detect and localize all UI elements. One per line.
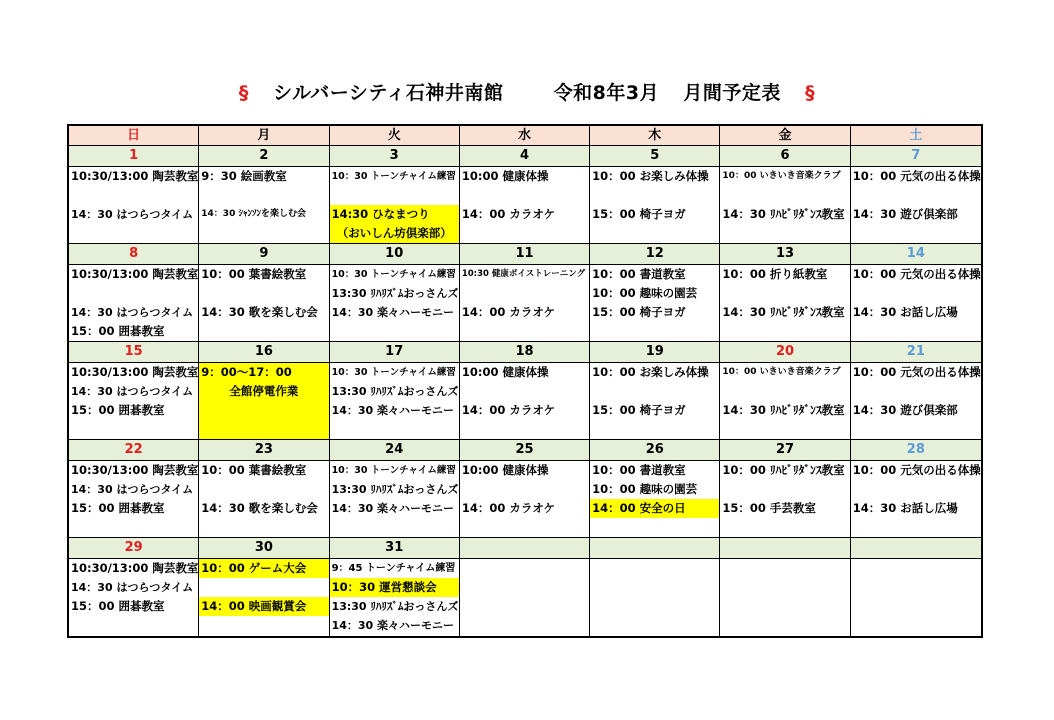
day-number: 21 [851, 342, 981, 363]
day-number: 19 [590, 342, 719, 363]
day-cell [199, 440, 329, 538]
day-number: 15 [69, 342, 198, 363]
event-entry: 14：30 ｼｬﾝｿﾝを楽しむ会 [201, 209, 306, 219]
event-list [851, 363, 981, 439]
event-entry: 15：00 椅子ヨガ [592, 403, 686, 417]
day-number: 7 [851, 146, 981, 167]
day-cell [199, 244, 329, 342]
event-entry: 14：30 ﾘﾊﾋﾞﾘﾀﾞﾝｽ教室 [722, 305, 845, 319]
event-entry: 10：00 いきいき音楽クラブ [722, 367, 841, 377]
day-number: 14 [851, 244, 981, 265]
event-entry: 15：00 囲碁教室 [71, 599, 165, 613]
day-cell [69, 342, 199, 440]
day-number: 2 [199, 146, 328, 167]
event-entry: 15：00 囲碁教室 [71, 403, 165, 417]
event-entry: 14：30 はつらつタイム [71, 483, 194, 496]
event-entry: 14：30 遊び倶楽部 [852, 207, 958, 221]
day-number: 31 [330, 538, 459, 559]
event-entry: 14:30 ひなまつり [330, 205, 459, 224]
day-number: 23 [199, 440, 328, 461]
event-list [69, 167, 198, 243]
event-list [590, 265, 719, 341]
event-entry [851, 284, 981, 303]
event-entry [590, 186, 719, 205]
day-number: 10 [330, 244, 459, 265]
event-entry: 14：30 楽々ハーモニー [331, 306, 455, 319]
event-list [590, 167, 719, 243]
event-entry [851, 480, 981, 499]
event-entry: 14：30 歌を楽しむ会 [201, 305, 318, 319]
event-entry [460, 284, 589, 303]
day-number: 4 [460, 146, 589, 167]
weekday-header: 日 [69, 126, 199, 146]
day-number: 1 [69, 146, 198, 167]
event-entry: 10:00 健康体操 [461, 365, 549, 379]
event-entry: 14：30 はつらつタイム [71, 208, 194, 221]
day-cell [720, 440, 850, 538]
day-cell [590, 440, 720, 538]
weekday-header: 木 [590, 126, 720, 146]
event-list [460, 265, 589, 341]
event-list [720, 559, 849, 636]
event-entry: 13:30 ﾘﾊﾘｽﾞﾑおっさんズ [331, 483, 459, 496]
day-number: 29 [69, 538, 198, 559]
event-list [460, 363, 589, 439]
event-entry: 10:30/13:00 陶芸教室 [71, 463, 199, 477]
event-list [720, 167, 849, 243]
weekday-header: 火 [330, 126, 460, 146]
event-entry [69, 186, 198, 205]
event-entry: 10:30/13:00 陶芸教室 [71, 169, 199, 183]
event-entry: 10:30/13:00 陶芸教室 [71, 365, 199, 379]
event-list [460, 559, 589, 636]
day-number: 17 [330, 342, 459, 363]
event-entry: 14：30 ﾘﾊﾋﾞﾘﾀﾞﾝｽ教室 [722, 207, 845, 221]
day-number [851, 538, 981, 559]
weekday-header: 土 [851, 126, 981, 146]
day-cell [460, 342, 590, 440]
day-cell [330, 440, 460, 538]
event-entry: 14：00 カラオケ [461, 403, 556, 417]
page-title [0, 78, 1054, 105]
day-cell [69, 244, 199, 342]
event-list [330, 559, 459, 636]
event-entry: 15：00 椅子ヨガ [592, 207, 686, 221]
day-cell [590, 146, 720, 244]
event-entry: 14：00 カラオケ [461, 207, 556, 221]
event-list [330, 167, 459, 243]
day-cell [199, 538, 329, 636]
event-entry: （おいしん坊倶楽部） [330, 224, 459, 243]
day-cell [720, 244, 850, 342]
day-cell [330, 244, 460, 342]
day-number: 8 [69, 244, 198, 265]
event-entry: 10：00 お楽しみ体操 [592, 169, 709, 183]
event-entry: 14：30 楽々ハーモニー [331, 619, 455, 632]
event-entry: 10:30/13:00 陶芸教室 [71, 267, 199, 281]
event-list [69, 559, 198, 636]
event-entry [720, 284, 849, 303]
event-entry [851, 382, 981, 401]
event-entry: 10：00 元気の出る体操 [852, 169, 981, 183]
event-list [69, 461, 198, 537]
day-number: 28 [851, 440, 981, 461]
day-cell [851, 440, 981, 538]
event-entry: 13:30 ﾘﾊﾘｽﾞﾑおっさんズ [331, 287, 459, 300]
day-cell [460, 146, 590, 244]
event-list [199, 461, 328, 537]
event-entry: 10:30 健康ボイストレーニング [461, 269, 586, 279]
event-entry: 9：00～17：00 [199, 363, 328, 382]
event-list [199, 559, 328, 636]
event-entry: 10：30 トーンチャイム練習 [331, 171, 456, 182]
event-entry: 14：30 お話し広場 [852, 305, 958, 319]
day-cell [851, 342, 981, 440]
schedule-label: 月間予定表 [683, 82, 781, 104]
day-number: 27 [720, 440, 849, 461]
event-entry: 15：00 囲碁教室 [71, 324, 165, 338]
event-entry [330, 186, 459, 205]
event-entry: 10：30 運営懇談会 [330, 578, 459, 597]
event-entry [199, 186, 328, 205]
highlight-fill [199, 401, 328, 439]
event-entry: 10：00 葉書絵教室 [201, 267, 307, 281]
event-entry: 14：30 楽々ハーモニー [331, 404, 455, 417]
event-entry: 14：30 はつらつタイム [71, 385, 194, 398]
event-entry: 10：00 折り紙教室 [722, 267, 828, 281]
event-entry: 10：00 書道教室 [592, 267, 686, 281]
event-entry: 10：00 いきいき音楽クラブ [722, 171, 841, 181]
event-entry: 13:30 ﾘﾊﾘｽﾞﾑおっさんズ [331, 600, 459, 613]
day-cell [851, 146, 981, 244]
day-cell [590, 538, 720, 636]
event-list [460, 461, 589, 537]
day-number: 5 [590, 146, 719, 167]
day-cell [69, 538, 199, 636]
event-entry [460, 186, 589, 205]
event-entry: 全館停電作業 [199, 382, 328, 401]
day-number [460, 538, 589, 559]
event-entry: 14：30 はつらつタイム [71, 581, 194, 594]
event-entry [199, 284, 328, 303]
event-list [69, 363, 198, 439]
event-entry: 10：00 葉書絵教室 [201, 463, 307, 477]
event-list [199, 265, 328, 341]
event-entry: 15：00 椅子ヨガ [592, 305, 686, 319]
day-number: 26 [590, 440, 719, 461]
day-cell [69, 146, 199, 244]
weekday-header: 金 [720, 126, 850, 146]
event-entry [720, 382, 849, 401]
day-number: 20 [720, 342, 849, 363]
day-number [590, 538, 719, 559]
event-entry: 14：00 映画観賞会 [199, 597, 328, 616]
event-entry: 10:00 健康体操 [461, 463, 549, 477]
event-entry: 15：00 手芸教室 [722, 501, 816, 515]
day-number: 3 [330, 146, 459, 167]
day-number: 12 [590, 244, 719, 265]
event-entry: 10：00 元気の出る体操 [852, 365, 981, 379]
day-cell [460, 440, 590, 538]
event-list [330, 363, 459, 439]
day-cell [720, 538, 850, 636]
event-entry: 14：30 楽々ハーモニー [331, 502, 455, 515]
day-cell [851, 244, 981, 342]
day-cell [720, 146, 850, 244]
schedule-period: 令和8年3月 [553, 82, 660, 104]
day-cell [330, 342, 460, 440]
day-cell [590, 342, 720, 440]
event-entry: 14：30 ﾘﾊﾋﾞﾘﾀﾞﾝｽ教室 [722, 403, 845, 417]
event-list [851, 559, 981, 636]
event-entry: 14：30 お話し広場 [852, 501, 958, 515]
event-list [330, 265, 459, 341]
day-cell [199, 342, 329, 440]
day-number: 18 [460, 342, 589, 363]
event-entry: 15：00 囲碁教室 [71, 501, 165, 515]
day-cell [199, 146, 329, 244]
event-entry: 9：30 絵画教室 [201, 169, 287, 183]
event-entry: 13:30 ﾘﾊﾘｽﾞﾑおっさんズ [331, 385, 459, 398]
day-cell [460, 244, 590, 342]
event-entry: 10：00 元気の出る体操 [852, 267, 981, 281]
day-number: 13 [720, 244, 849, 265]
event-entry: 10：00 ゲーム大会 [199, 559, 328, 578]
day-cell [460, 538, 590, 636]
event-list [199, 363, 328, 439]
weekday-header: 水 [460, 126, 590, 146]
section-mark-right: § [805, 82, 816, 104]
event-list [851, 167, 981, 243]
event-entry [199, 480, 328, 499]
event-entry [720, 186, 849, 205]
day-number: 9 [199, 244, 328, 265]
event-list [590, 363, 719, 439]
event-list [199, 167, 328, 243]
event-entry: 14：30 はつらつタイム [71, 306, 194, 319]
event-entry [199, 578, 328, 597]
event-entry: 10：00 趣味の園芸 [592, 286, 698, 300]
event-list [460, 167, 589, 243]
day-number: 22 [69, 440, 198, 461]
event-list [590, 559, 719, 636]
event-entry [460, 382, 589, 401]
event-entry: 14：30 遊び倶楽部 [852, 403, 958, 417]
facility-name: シルバーシティ石神井南館 [273, 82, 504, 104]
event-entry: 10：00 趣味の園芸 [592, 482, 698, 496]
day-cell [330, 538, 460, 636]
event-list [720, 363, 849, 439]
event-list [590, 461, 719, 537]
day-number: 30 [199, 538, 328, 559]
event-entry: 14：00 安全の日 [590, 499, 719, 518]
event-entry: 10：00 元気の出る体操 [852, 463, 981, 477]
event-list [720, 265, 849, 341]
event-entry [851, 186, 981, 205]
calendar-grid [69, 126, 981, 636]
event-entry: 10:30/13:00 陶芸教室 [71, 561, 199, 575]
section-mark-left: § [238, 82, 249, 104]
day-number: 16 [199, 342, 328, 363]
day-number: 24 [330, 440, 459, 461]
day-cell [590, 244, 720, 342]
day-cell [720, 342, 850, 440]
event-list [330, 461, 459, 537]
day-cell [851, 538, 981, 636]
event-entry: 14：00 カラオケ [461, 501, 556, 515]
event-entry: 10：00 お楽しみ体操 [592, 365, 709, 379]
event-entry [720, 480, 849, 499]
event-entry: 10：30 トーンチャイム練習 [331, 269, 456, 280]
monthly-calendar [67, 124, 983, 638]
event-entry [460, 480, 589, 499]
event-entry: 10：00 書道教室 [592, 463, 686, 477]
event-list [851, 265, 981, 341]
event-list [720, 461, 849, 537]
day-number: 11 [460, 244, 589, 265]
day-number: 25 [460, 440, 589, 461]
weekday-header: 月 [199, 126, 329, 146]
event-entry: 14：00 カラオケ [461, 305, 556, 319]
event-entry: 10：30 トーンチャイム練習 [331, 367, 456, 378]
day-cell [330, 146, 460, 244]
day-cell [69, 440, 199, 538]
event-list [851, 461, 981, 537]
event-entry: 10:00 健康体操 [461, 169, 549, 183]
event-entry: 14：30 歌を楽しむ会 [201, 501, 318, 515]
event-entry: 10：30 トーンチャイム練習 [331, 465, 456, 476]
event-entry [590, 382, 719, 401]
day-number [720, 538, 849, 559]
event-entry [69, 284, 198, 303]
event-entry: 10：00 ﾘﾊﾋﾞﾘﾀﾞﾝｽ教室 [722, 463, 845, 477]
day-number: 6 [720, 146, 849, 167]
event-list [69, 265, 198, 341]
event-entry: 9：45 トーンチャイム練習 [331, 563, 456, 574]
